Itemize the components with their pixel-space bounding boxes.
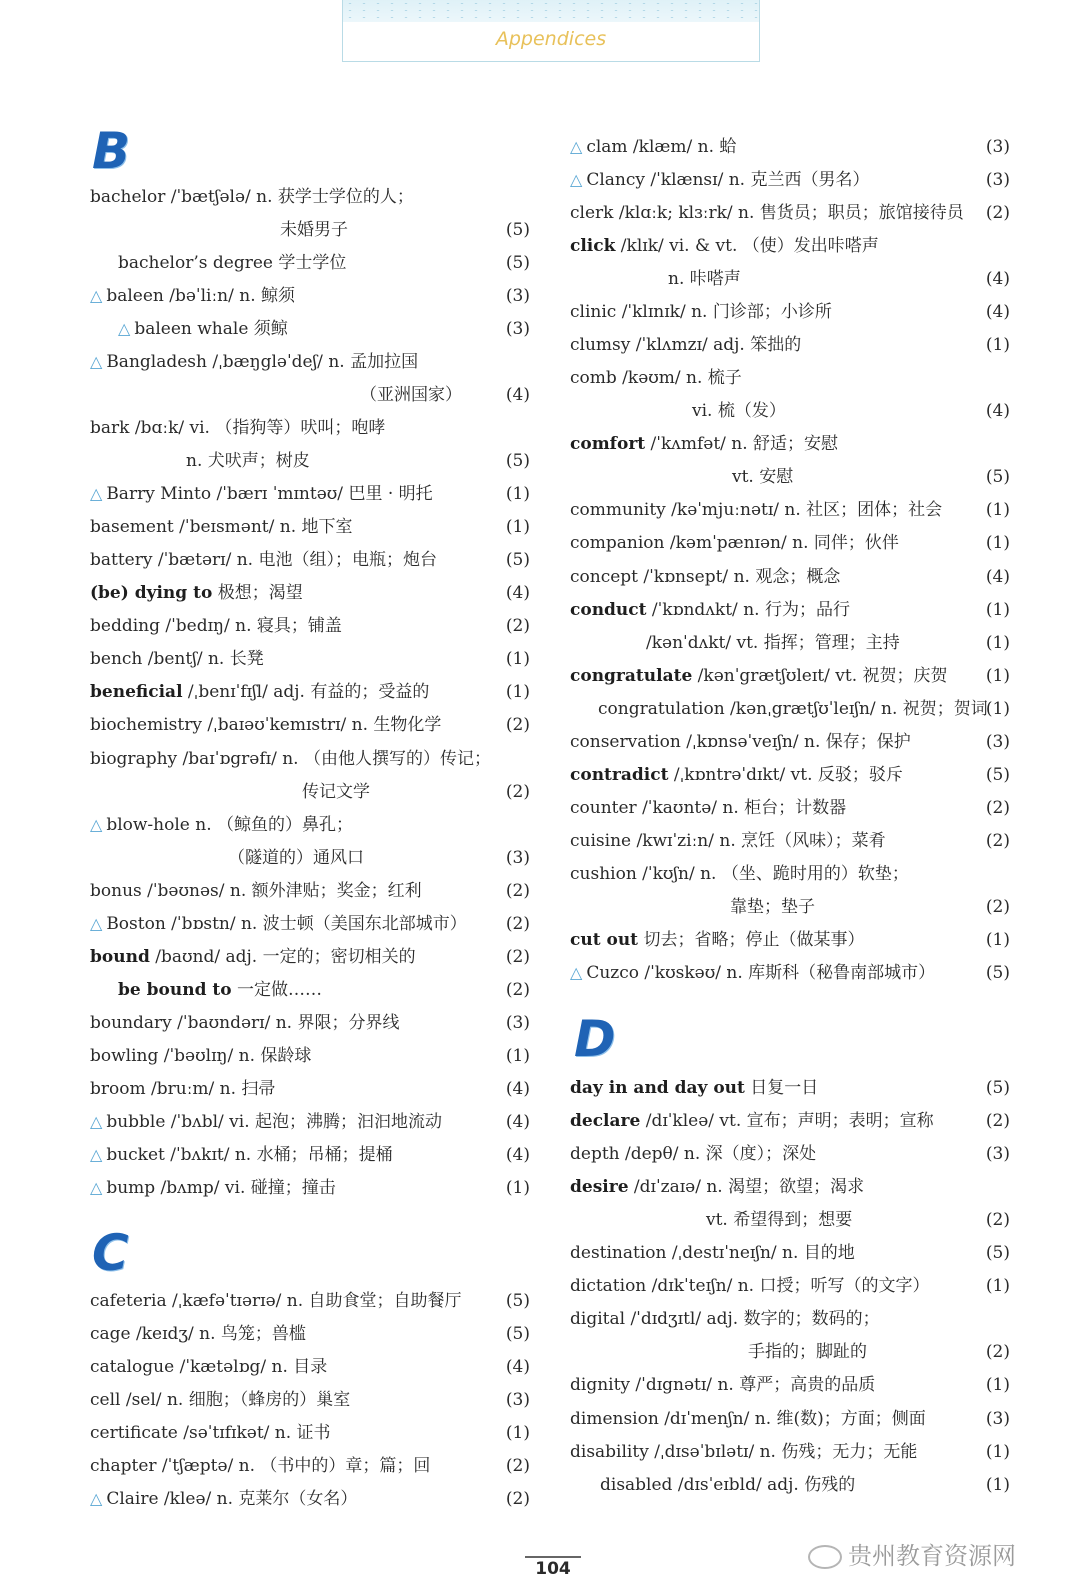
entry-definition: /ˈkʌmfət/ n. 舒适；安慰 [645,434,839,455]
glossary-entry [90,1418,530,1448]
entry-headword: Bangladesh /ˌbæŋgləˈdeʃ/ n. 孟加拉国 [106,352,419,373]
entry-headword: concept /ˈkɒnsept/ n. 观念；概念 [570,566,841,587]
entry-headword: companion /kəmˈpænɪən/ n. 同伴；伙伴 [570,533,899,554]
entry-headword: 传记文学 [302,781,370,802]
entry-headword: cell /sel/ n. 细胞；（蜂房的）巢室 [90,1390,351,1410]
glossary-entry [118,248,530,278]
entry-headword: bucket /ˈbʌkɪt/ n. 水桶；吊桶；提桶 [106,1144,393,1165]
glossary-entry [570,1106,1010,1136]
glossary-entry [570,1370,1010,1400]
glossary-entry [570,562,1010,592]
glossary-entry [570,330,1010,360]
unit-number: (4) [985,269,1010,290]
unit-number: (1) [985,1474,1010,1495]
unit-number: (1) [985,1276,1010,1297]
glossary-entry [90,710,530,740]
entry-headword: cushion /ˈkʊʃn/ n. （坐、跪时用的）软垫； [570,863,909,884]
entry-headword: Clancy /ˈklænsɪ/ n. 克兰西（男名） [586,170,870,191]
entry-headword: conduct [570,599,647,620]
glossary-entry [302,777,530,807]
unit-number: (1) [505,1423,530,1443]
unit-number: (5) [505,451,530,472]
entry-headword: bump /bʌmp/ vi. 碰撞；撞击 [106,1177,336,1198]
glossary-entry [692,396,1010,426]
entry-definition: /ˌkɒntrəˈdɪkt/ vt. 反驳；驳斥 [668,764,903,785]
unit-number: (1) [505,1045,530,1066]
glossary-entry [570,198,1010,228]
appendix-header-tab [342,0,760,62]
unit-number: (1) [505,484,530,505]
unit-number: (3) [505,1012,530,1033]
entry-headword: comfort [570,434,646,455]
glossary-entry [90,545,530,575]
glossary-entry [90,744,530,774]
entry-definition: /dɪˈkleə/ vt. 宣布；声明；表明；宣称 [640,1111,934,1132]
unit-number: (1) [505,649,530,670]
entry-headword: bedding /ˈbedɪŋ/ n. 寝具；铺盖 [90,616,342,637]
glossary-entry [570,760,1010,790]
glossary-entry [90,909,530,939]
glossary-entry [570,528,1010,558]
unit-number: (2) [505,781,530,802]
unit-number: (5) [505,253,530,274]
entry-headword: broom /bruːm/ n. 扫帚 [90,1078,276,1099]
glossary-entry [90,1319,530,1349]
unit-number: (2) [505,880,530,901]
glossary-entry [600,1470,1010,1500]
entry-headword: destination /ˌdestɪˈneɪʃn/ n. 目的地 [570,1243,855,1264]
unit-number: (3) [505,847,530,868]
glossary-entry [706,1205,1010,1235]
triangle-mark-icon: △ [90,1489,103,1508]
entry-headword: Boston /ˈbɒstn/ n. 波士顿（美国东北部城市） [106,913,467,934]
unit-number: (2) [985,797,1010,818]
unit-number: (2) [505,616,530,637]
triangle-mark-icon: △ [90,352,103,372]
entry-definition: /klɪk/ vi. & vt. （使）发出咔嗒声 [615,236,879,257]
glossary-entry [90,1385,530,1415]
unit-number: (1) [985,599,1010,620]
entry-headword: baleen whale 须鲸 [134,319,288,340]
entry-headword: clerk /klɑːk; klɜːrk/ n. 售货员；职员；旅馆接待员 [570,203,964,224]
entry-definition: 切去；省略；停止（做某事） [638,929,865,950]
unit-number: (4) [985,302,1010,323]
entry-headword: cuisine /kwɪˈziːn/ n. 烹饪（风味）；菜肴 [570,830,886,851]
triangle-mark-icon: △ [570,963,583,982]
glossary-entry [90,611,530,641]
glossary-entry [90,578,530,608]
unit-number: (3) [505,286,530,307]
unit-number: (1) [505,517,530,538]
unit-number: (1) [985,533,1010,554]
unit-number: (2) [505,1456,530,1476]
unit-number: (4) [505,385,530,406]
glossary-entry [90,644,530,674]
page-number: 104 [525,1556,581,1574]
unit-number: (4) [505,1111,530,1132]
glossary-entry [730,892,1010,922]
glossary-entry [570,661,1010,691]
glossary-entry [90,1352,530,1382]
unit-number: (1) [985,929,1010,950]
triangle-mark-icon: △ [90,1111,103,1131]
entry-headword: cut out [570,929,639,950]
glossary-entry [570,1238,1010,1268]
glossary-entry [570,1437,1010,1467]
unit-number: (1) [985,1441,1010,1462]
section-letter-b: B [92,122,129,180]
unit-number: (1) [985,665,1010,686]
glossary-entry [228,843,530,873]
unit-number: (2) [985,1111,1010,1132]
unit-number: (4) [985,566,1010,587]
entry-headword: counter /ˈkaʊntə/ n. 柜台；计数器 [570,797,847,818]
glossary-entry [570,958,1010,988]
entry-headword: comb /kəʊm/ n. 梳子 [570,368,742,389]
entry-headword: n. 犬吠声；树皮 [186,451,310,472]
unit-number: (1) [985,1375,1010,1396]
entry-headword: bark /bɑːk/ vi. （指狗等）吠叫；咆哮 [90,418,386,439]
entry-headword: disabled /dɪsˈeɪbld/ adj. 伤残的 [600,1474,856,1495]
entry-headword: certificate /səˈtɪfɪkət/ n. 证书 [90,1423,331,1443]
entry-headword: biography /baɪˈɒgrəfɪ/ n. （由他人撰写的）传记； [90,748,491,769]
entry-headword: beneficial [90,682,183,703]
unit-number: (4) [505,583,530,604]
entry-headword: bonus /ˈbəʊnəs/ n. 额外津贴；奖金；红利 [90,880,422,901]
unit-number: (5) [505,1291,530,1311]
glossary-entry [90,1107,530,1137]
entry-headword: contradict [570,764,669,785]
unit-number: (2) [985,1342,1010,1363]
entry-headword: bachelor’s degree 学士学位 [118,253,347,274]
entry-definition: /baʊnd/ adj. 一定的；密切相关的 [149,946,416,967]
entry-headword: digital /ˈdɪdʒɪtl/ adj. 数字的；数码的； [570,1309,880,1330]
glossary-entry [360,380,530,410]
glossary-entry [90,677,530,707]
unit-number: (1) [985,698,1010,719]
triangle-mark-icon: △ [90,913,103,933]
triangle-mark-icon: △ [90,1177,103,1197]
glossary-entry [90,281,530,311]
entry-headword: bowling /ˈbəʊlɪŋ/ n. 保龄球 [90,1045,312,1066]
glossary-entry [570,1404,1010,1434]
glossary-entry [90,1286,530,1316]
unit-number: (1) [985,500,1010,521]
entry-headword: clam /klæm/ n. 蛤 [586,137,737,157]
glossary-entry [90,1074,530,1104]
glossary-entry [570,1304,1010,1334]
entry-headword: (be) dying to [90,583,213,604]
glossary-entry [280,215,530,245]
glossary-entry [90,413,530,443]
entry-headword: be bound to [118,979,232,1000]
section-letter-c: C [92,1224,127,1282]
entry-definition: 一定做…… [231,979,322,1000]
entry-headword: cage /keɪdʒ/ n. 鸟笼；兽槛 [90,1324,306,1344]
entry-headword: battery /ˈbætərɪ/ n. 电池（组）；电瓶；炮台 [90,550,437,571]
entry-headword: bachelor /ˈbætʃələ/ n. 获学士学位的人； [90,187,414,207]
entry-headword: vi. 梳（发） [692,401,786,422]
triangle-mark-icon: △ [570,137,583,156]
glossary-entry [570,925,1010,955]
entry-headword: declare [570,1111,641,1132]
entry-headword: clinic /ˈklɪnɪk/ n. 门诊部；小诊所 [570,302,832,323]
entry-headword: dimension /dɪˈmenʃn/ n. 维(数)；方面；侧面 [570,1408,926,1429]
entry-headword: 未婚男子 [280,220,348,241]
glossary-entry [570,429,1010,459]
glossary-entry [186,446,530,476]
entry-definition: /ˌbenɪˈfɪʃl/ adj. 有益的；受益的 [182,682,430,703]
glossary-entry [90,1451,530,1481]
unit-number: (2) [985,830,1010,851]
glossary-entry [90,479,530,509]
unit-number: (3) [505,1390,530,1410]
glossary-entry [668,264,1010,294]
entry-headword: biochemistry /ˌbaɪəʊˈkemɪstrɪ/ n. 生物化学 [90,715,442,736]
unit-number: (3) [985,1144,1010,1165]
glossary-entry [570,1271,1010,1301]
unit-number: (4) [505,1078,530,1099]
glossary-entry [570,231,1010,261]
glossary-entry [570,165,1010,195]
entry-headword: day in and day out [570,1078,745,1098]
glossary-entry [570,495,1010,525]
unit-number: (5) [505,550,530,571]
unit-number: (5) [505,1324,530,1344]
entry-headword: community /kəˈmjuːnətɪ/ n. 社区；团体；社会 [570,500,943,521]
glossary-entry [90,1041,530,1071]
entry-headword: dictation /dɪkˈteɪʃn/ n. 口授；听写（的文字） [570,1276,930,1297]
entry-headword: Cuzco /ˈkʊskəʊ/ n. 库斯科（秘鲁南部城市） [586,963,936,983]
watermark-text: 贵州教育资源网 [848,1542,1016,1570]
header-decoration [343,0,759,20]
entry-headword: click [570,236,616,257]
unit-number: (3) [985,137,1010,157]
unit-number: (1) [985,335,1010,356]
triangle-mark-icon: △ [90,484,103,504]
glossary-entry [90,942,530,972]
unit-number: (3) [985,1408,1010,1429]
entry-headword: n. 咔嗒声 [668,269,741,290]
entry-headword: conservation /ˌkɒnsəˈveɪʃn/ n. 保存；保护 [570,731,911,752]
entry-headword: clumsy /ˈklʌmzɪ/ adj. 笨拙的 [570,335,802,356]
entry-headword: baleen /bəˈliːn/ n. 鲸须 [106,286,296,307]
glossary-entry [570,595,1010,625]
unit-number: (2) [505,715,530,736]
triangle-mark-icon: △ [90,1144,103,1164]
glossary-entry [118,314,530,344]
unit-number: (5) [985,467,1010,488]
triangle-mark-icon: △ [118,319,131,339]
unit-number: (3) [505,319,530,340]
entry-headword: Claire /kleə/ n. 克莱尔（女名） [106,1489,358,1509]
unit-number: (5) [985,1243,1010,1264]
entry-headword: Barry Minto /ˈbærɪ ˈmɪntəʊ/ 巴里 · 明托 [106,484,433,505]
entry-headword: boundary /ˈbaʊndərɪ/ n. 界限；分界线 [90,1012,400,1033]
glossary-entry [570,1139,1010,1169]
glossary-entry [570,132,1010,162]
glossary-entry [118,975,530,1005]
entry-headword: /kənˈdʌkt/ vt. 指挥；管理；主持 [646,632,900,653]
wechat-icon [808,1545,842,1569]
glossary-entry [90,1140,530,1170]
unit-number: (3) [985,731,1010,752]
glossary-entry [598,694,1010,724]
entry-headword: bound [90,946,150,967]
unit-number: (2) [985,203,1010,224]
unit-number: (2) [985,1210,1010,1231]
unit-number: (5) [505,220,530,241]
glossary-entry [570,363,1010,393]
glossary-entry [90,512,530,542]
entry-headword: chapter /ˈtʃæptə/ n. （书中的）章；篇；回 [90,1456,431,1476]
glossary-entry [90,1484,530,1514]
unit-number: (2) [505,1489,530,1509]
entry-headword: catalogue /ˈkætəlɒg/ n. 目录 [90,1357,328,1377]
glossary-entry [748,1337,1010,1367]
entry-definition: /ˈkɒndʌkt/ n. 行为；品行 [646,599,850,620]
entry-headword: desire [570,1177,629,1198]
entry-headword: bench /bentʃ/ n. 长凳 [90,649,264,670]
entry-headword: vt. 希望得到；想要 [706,1210,853,1231]
glossary-entry [90,876,530,906]
entry-definition: 日复一日 [744,1078,819,1098]
entry-headword: dignity /ˈdɪgnətɪ/ n. 尊严；高贵的品质 [570,1375,876,1396]
unit-number: (4) [505,1357,530,1377]
unit-number: (4) [985,401,1010,422]
glossary-entry [570,793,1010,823]
unit-number: (2) [505,979,530,1000]
entry-definition: /dɪˈzaɪə/ n. 渴望；欲望；渴求 [628,1177,865,1198]
entry-headword: 靠垫；垫子 [730,896,815,917]
glossary-entry [732,462,1010,492]
glossary-entry [90,810,530,840]
glossary-entry [570,1172,1010,1202]
entry-headword: disability /ˌdɪsəˈbɪlətɪ/ n. 伤残；无力；无能 [570,1441,918,1462]
triangle-mark-icon: △ [90,286,103,306]
glossary-entry [570,859,1010,889]
entry-headword: bubble /ˈbʌbl/ vi. 起泡；沸腾；汩汩地流动 [106,1111,442,1132]
entry-headword: cafeteria /ˌkæfəˈtɪərɪə/ n. 自助食堂；自助餐厅 [90,1291,462,1311]
entry-headword: （隧道的）通风口 [228,847,364,868]
unit-number: (2) [505,946,530,967]
entry-headword: depth /depθ/ n. 深（度）；深处 [570,1144,817,1165]
entry-headword: congratulate [570,665,693,686]
unit-number: (5) [985,963,1010,983]
entry-headword: basement /ˈbeɪsmənt/ n. 地下室 [90,517,353,538]
entry-headword: （亚洲国家） [360,385,462,406]
glossary-entry [90,1173,530,1203]
triangle-mark-icon: △ [570,170,583,190]
unit-number: (5) [985,1078,1010,1098]
unit-number: (1) [505,682,530,703]
watermark [808,1536,1016,1571]
entry-headword: vt. 安慰 [732,467,794,488]
glossary-entry [570,297,1010,327]
glossary-entry [90,182,530,212]
glossary-entry [570,727,1010,757]
glossary-entry [570,826,1010,856]
entry-headword: congratulation /kənˌgrætʃʊˈleɪʃn/ n. 祝贺；贺词 [598,698,988,719]
unit-number: (1) [985,632,1010,653]
entry-definition: 极想；渴望 [212,583,303,604]
glossary-entry [646,628,1010,658]
unit-number: (2) [505,913,530,934]
entry-headword: 手指的；脚趾的 [748,1342,867,1363]
unit-number: (2) [985,896,1010,917]
unit-number: (1) [505,1177,530,1198]
unit-number: (4) [505,1144,530,1165]
header-title: Appendices [495,28,607,50]
section-letter-d: D [574,1010,614,1068]
entry-headword: blow-hole n. （鲸鱼的）鼻孔； [106,814,354,835]
unit-number: (3) [985,170,1010,191]
triangle-mark-icon: △ [90,814,103,834]
glossary-entry [570,1073,1010,1103]
glossary-entry [90,1008,530,1038]
unit-number: (5) [985,764,1010,785]
entry-definition: /kənˈgrætʃʊleɪt/ vt. 祝贺；庆贺 [692,665,948,686]
glossary-entry [90,347,530,377]
